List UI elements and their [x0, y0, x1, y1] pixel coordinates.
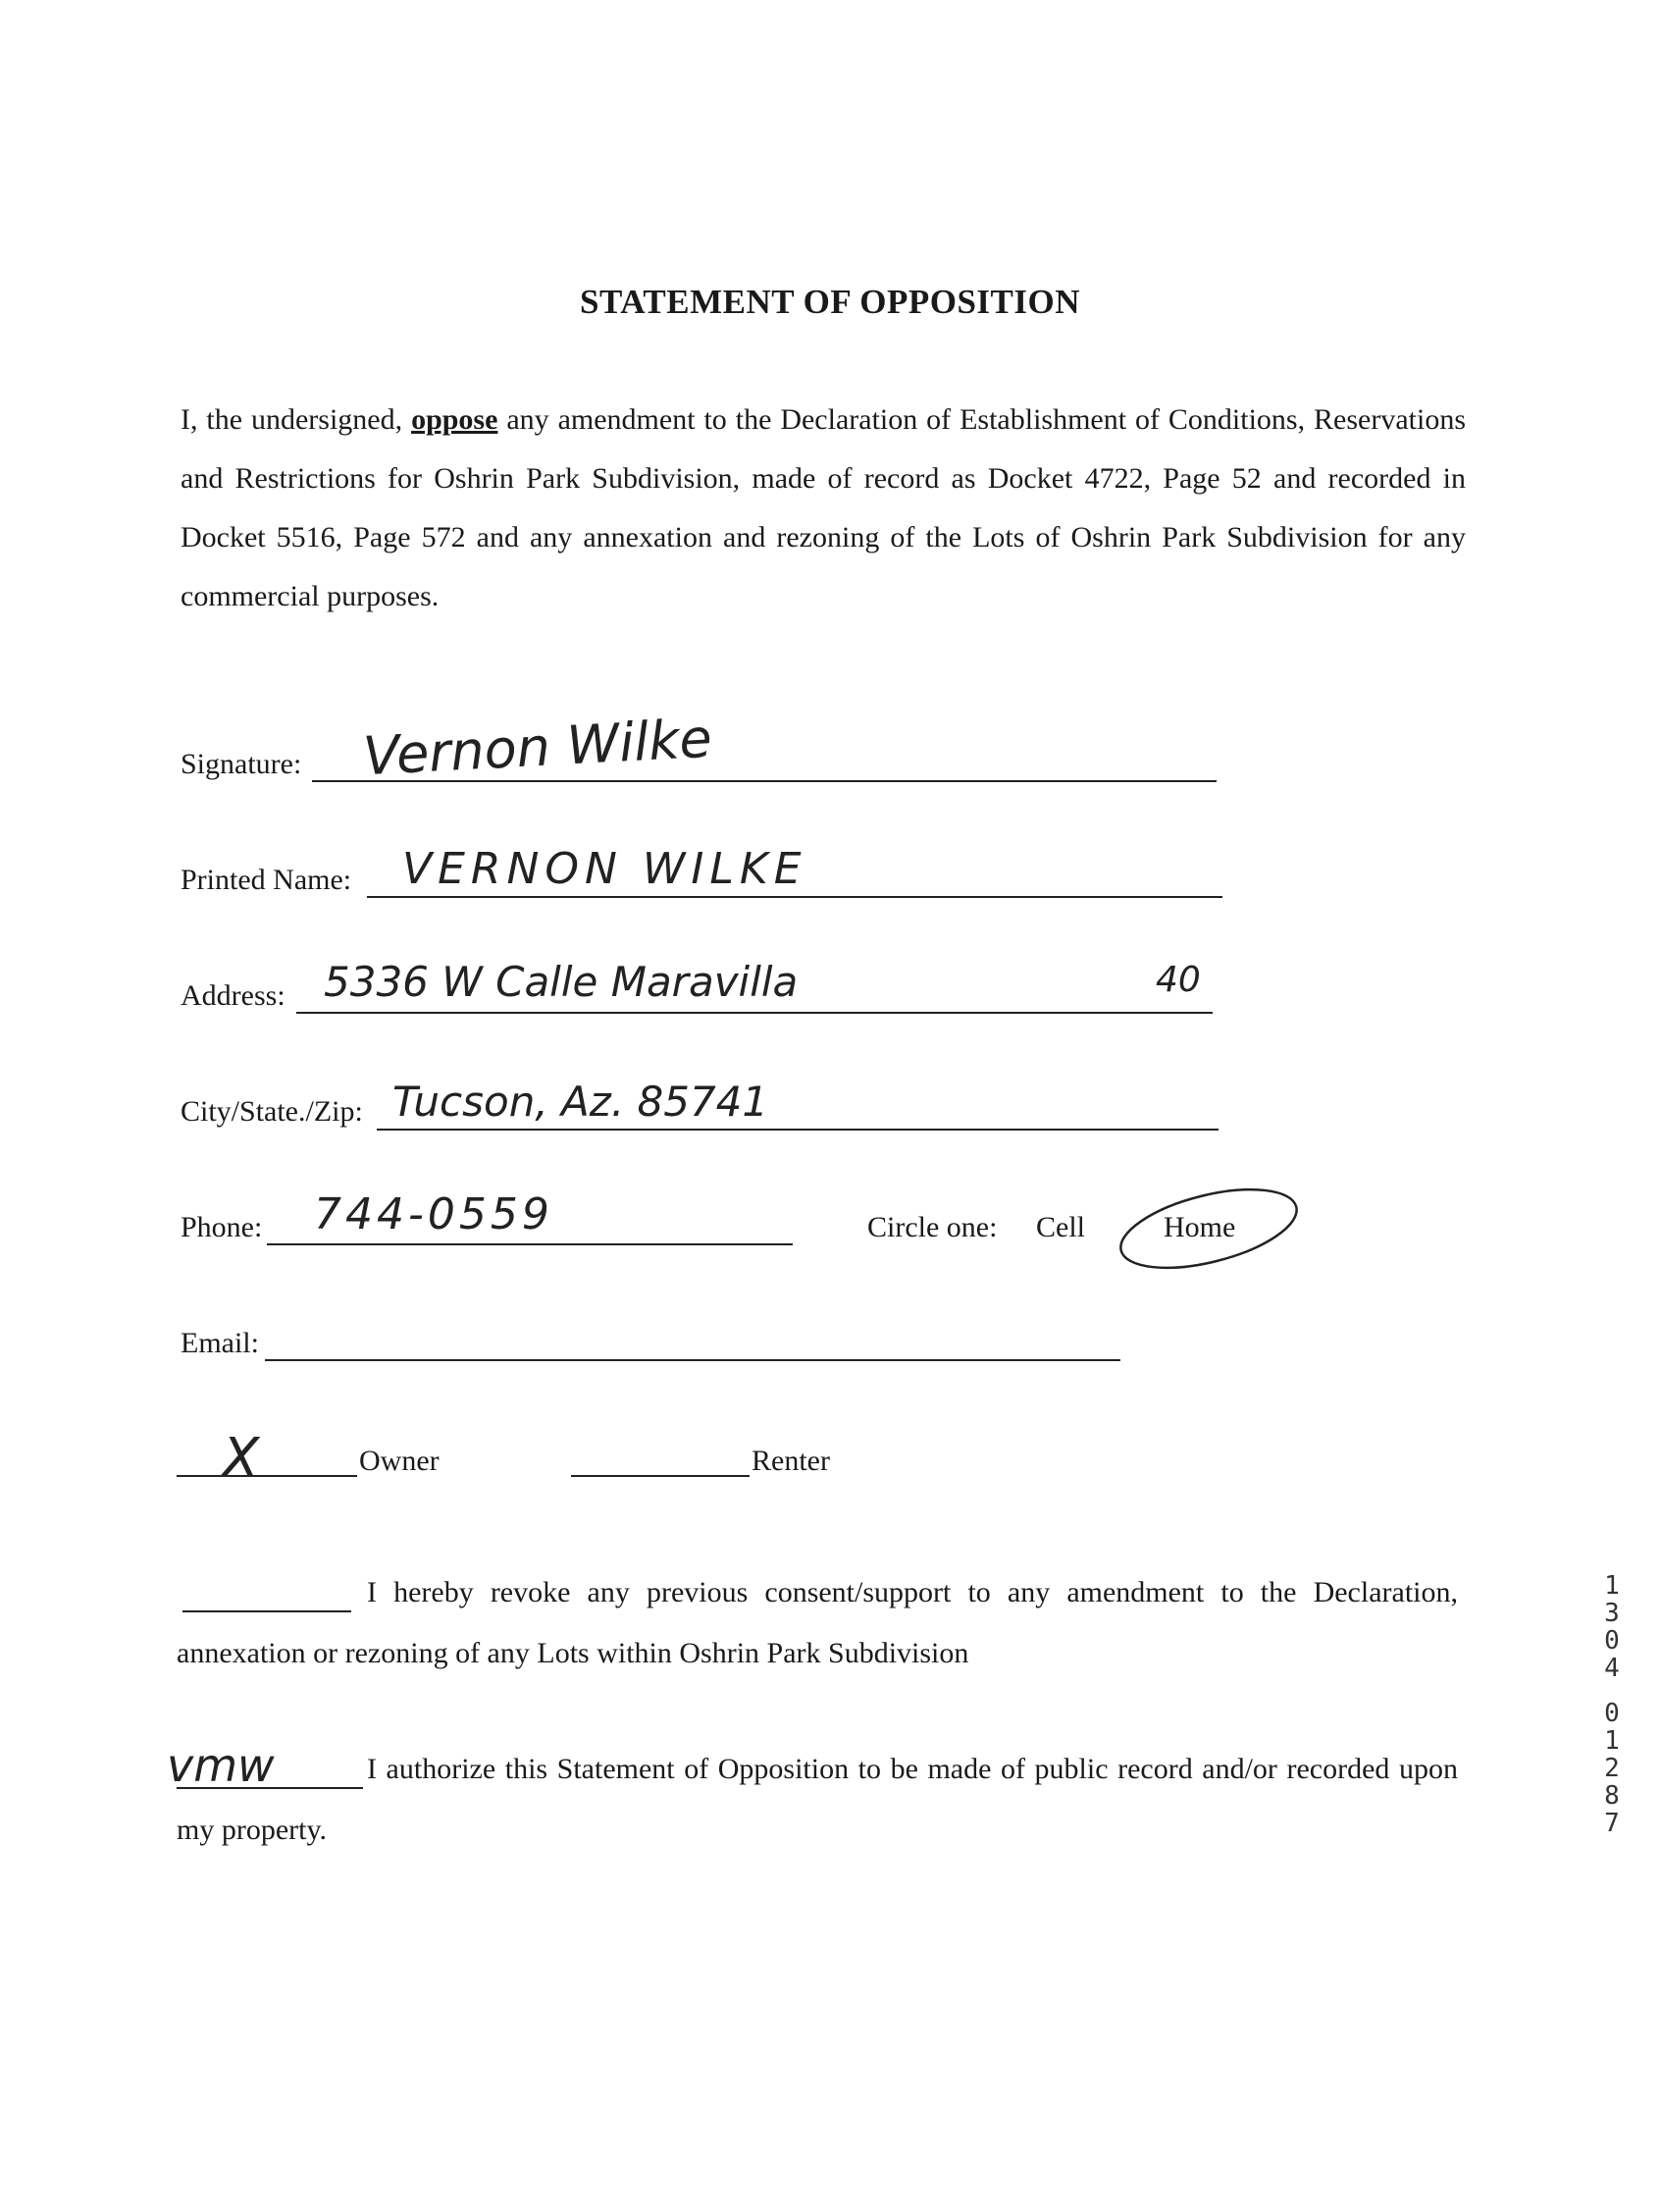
circle-option-cell[interactable]: Cell: [1036, 1211, 1085, 1243]
intro-text-before: I, the undersigned,: [181, 403, 412, 436]
stamp-digit: 0: [1604, 1699, 1620, 1728]
phone-value: 744-0559: [314, 1189, 553, 1239]
circle-one-label: Circle one:: [867, 1211, 998, 1243]
authorize-paragraph: I authorize this Statement of Opposition to be made of public record and/or recorded upon my property.: [177, 1753, 1458, 1846]
email-label: Email:: [181, 1327, 259, 1359]
stamp-digit: 7: [1604, 1809, 1620, 1838]
stamp-digit: 1: [1604, 1726, 1620, 1756]
signature-value: Vernon Wilke: [361, 707, 714, 788]
printed-name-label: Printed Name:: [181, 864, 352, 896]
revoke-paragraph: I hereby revoke any previous consent/support to any amendment to the Declaration, annexation or rezoning of any Lots within Oshrin Park Subdivision: [177, 1576, 1458, 1669]
stamp-digit: 2: [1604, 1754, 1620, 1783]
address-label: Address:: [181, 979, 285, 1012]
owner-label: Owner: [359, 1445, 440, 1477]
address-extra: 40: [1156, 960, 1201, 1000]
printed-name-value: VERNON WILKE: [402, 844, 807, 894]
circle-option-home[interactable]: Home: [1164, 1211, 1236, 1243]
stamp-digit: 4: [1604, 1654, 1620, 1683]
stamp-digit: 0: [1604, 1626, 1620, 1656]
intro-text-after: any amendment to the Declaration of Establishment of Conditions, Reservations and Restrictions for Oshrin Park Subdivision, made of record as Docket 4722, Page 52 and recorded in Docket 5516, Page 572 and any annexation and rezoning of the Lots of Oshrin Park Subdivision for any commercial purposes.: [181, 403, 1466, 612]
intro-emphasis: oppose: [411, 403, 498, 436]
signature-label: Signature:: [181, 748, 302, 780]
authorize-initials: vmw: [167, 1739, 275, 1792]
stamp-digit: 8: [1604, 1781, 1620, 1811]
stamp-digit: 1: [1604, 1571, 1620, 1601]
city-state-zip-value: Tucson, Az. 85741: [392, 1078, 769, 1126]
stamp-digit: 3: [1604, 1599, 1620, 1628]
address-value: 5336 W Calle Maravilla: [324, 958, 799, 1006]
home-circle-mark: [1114, 1175, 1305, 1283]
renter-label: Renter: [752, 1445, 830, 1477]
city-state-zip-label: City/State./Zip:: [181, 1095, 363, 1128]
document-title: STATEMENT OF OPPOSITION: [579, 283, 1080, 321]
owner-check-mark: X: [222, 1427, 260, 1491]
phone-label: Phone:: [181, 1211, 263, 1243]
